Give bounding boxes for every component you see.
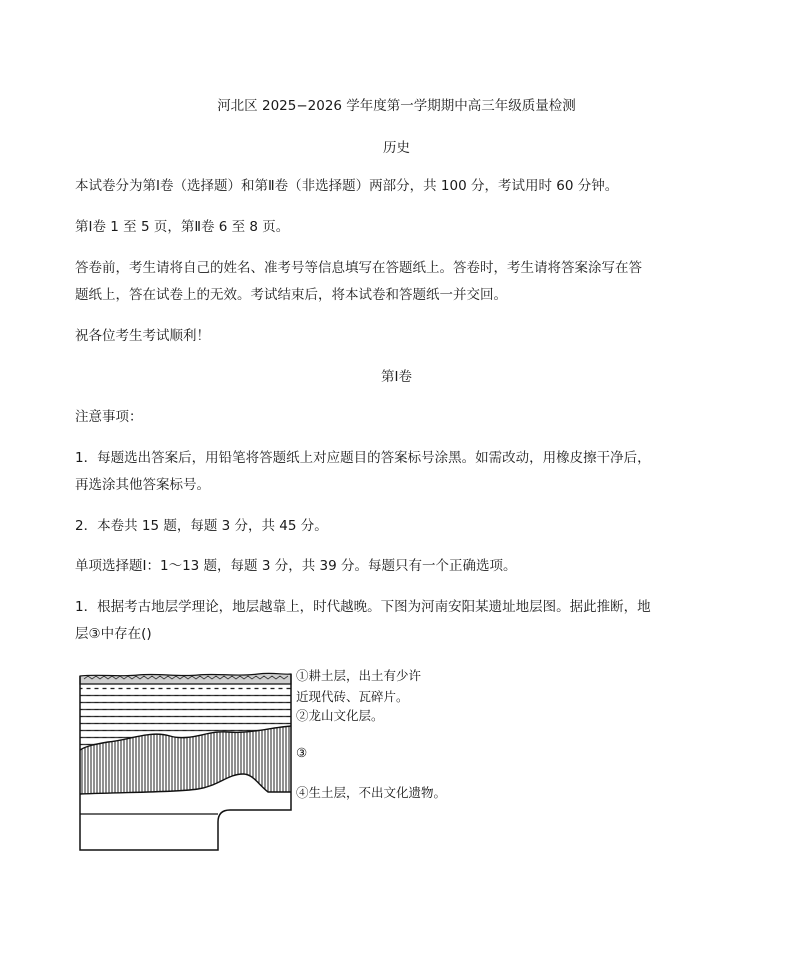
- subject-heading: 历史: [383, 140, 410, 156]
- stratigraphy-diagram: [78, 664, 293, 854]
- label-layer-1a: ①耕土层，出土有少许: [296, 668, 422, 683]
- intro-line-3a: 答卷前，考生请将自己的姓名、准考号等信息填写在答题纸上。答卷时，考生请将答案涂写在答: [75, 260, 642, 276]
- note-1a: 1．每题选出答案后，用铅笔将答题纸上对应题目的答案标号涂黑。如需改动，用橡皮擦干净后，: [75, 450, 651, 466]
- intro-line-4: 祝各位考生考试顺利！: [75, 328, 210, 344]
- stratigraphy-figure: [78, 664, 478, 854]
- label-layer-4: ④生土层，不出文化遗物。: [296, 785, 447, 800]
- intro-line-3b: 题纸上，答在试卷上的无效。考试结束后，将本试卷和答题纸一并交回。: [75, 287, 507, 303]
- note-2: 2．本卷共 15 题，每题 3 分，共 45 分。: [75, 518, 328, 534]
- label-layer-2: ②龙山文化层。: [296, 708, 384, 723]
- question-1-stem-a: 1．根据考古地层学理论，地层越靠上，时代越晚。下图为河南安阳某遗址地层图。据此推断，地: [75, 599, 651, 615]
- label-layer-3: ③: [296, 745, 308, 760]
- intro-line-2: 第Ⅰ卷 1 至 5 页，第Ⅱ卷 6 至 8 页。: [75, 219, 290, 235]
- note-1b: 再选涂其他答案标号。: [75, 477, 210, 493]
- question-1-stem-b: 层③中存在(): [75, 626, 152, 642]
- section-heading: 第Ⅰ卷: [381, 369, 412, 385]
- intro-line-1: 本试卷分为第Ⅰ卷（选择题）和第Ⅱ卷（非选择题）两部分，共 100 分，考试用时 60 分钟。: [75, 178, 619, 194]
- notes-title: 注意事项：: [75, 409, 143, 425]
- page-title: 河北区 2025−2026 学年度第一学期期中高三年级质量检测: [217, 98, 576, 114]
- label-layer-1b: 近现代砖、瓦碎片。: [296, 689, 409, 704]
- choice-instruction: 单项选择题Ⅰ：1～13 题，每题 3 分，共 39 分。每题只有一个正确选项。: [75, 558, 517, 574]
